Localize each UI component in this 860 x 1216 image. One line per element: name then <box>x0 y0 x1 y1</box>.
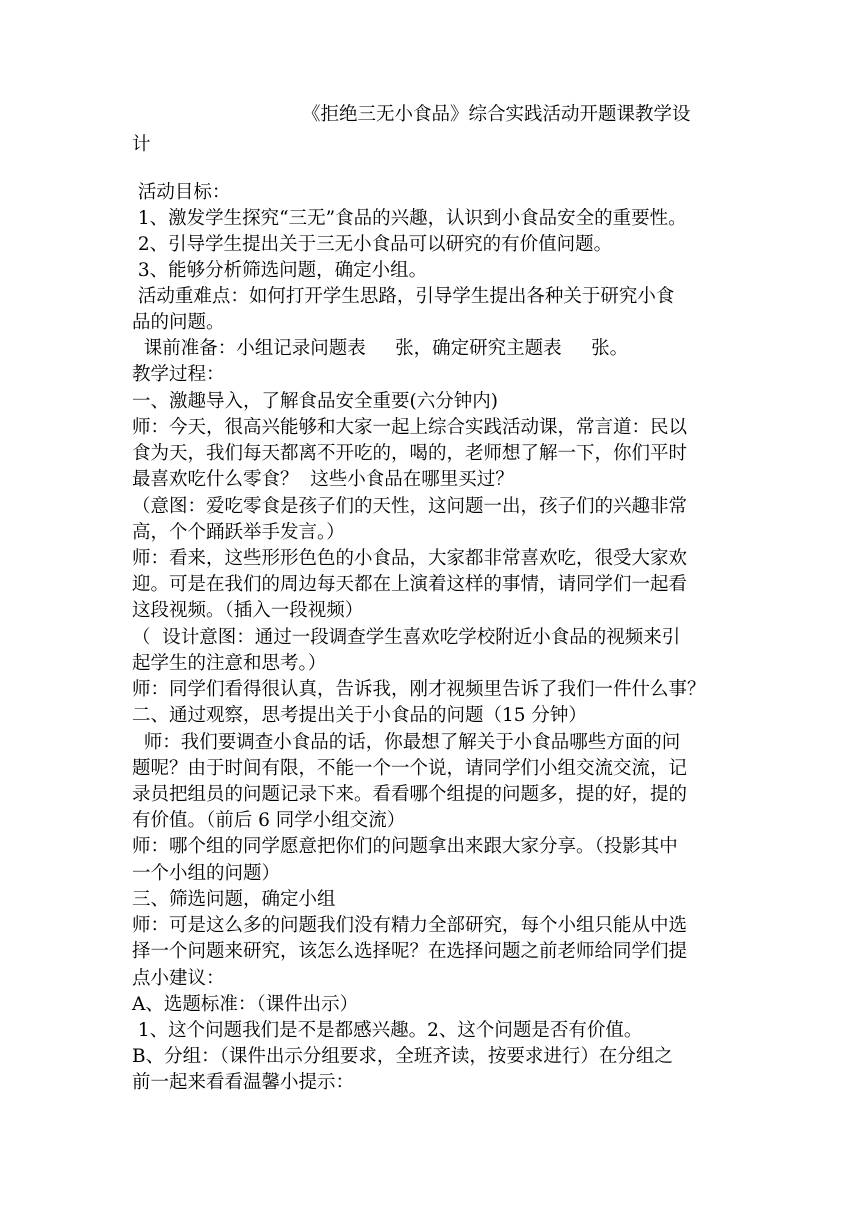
paragraph-line: 有价值。（前后 6 同学小组交流） <box>132 810 406 831</box>
paragraph-line: 录员把组员的问题记录下来。看看哪个组提的问题多，提的好，提的 <box>132 784 688 805</box>
paragraph-line: 点小建议： <box>132 968 225 989</box>
document-title-continued: 计 <box>132 134 151 155</box>
section-heading: 一、激趣导入，了解食品安全重要(六分钟内) <box>132 391 498 412</box>
objective-item: 2、引导学生提出关于三无小食品可以研究的有价值问题。 <box>132 234 613 255</box>
subsection-heading: A、选题标准：（课件出示） <box>132 994 359 1015</box>
objective-item: 1、激发学生探究“三无”食品的兴趣，认识到小食品安全的重要性。 <box>132 208 687 229</box>
paragraph-line: （意图：爱吃零食是孩子们的天性，这问题一出，孩子们的兴趣非常 <box>132 496 688 517</box>
subsection-heading: B、分组：（课件出示分组要求，全班齐读，按要求进行）在分组之 <box>132 1046 673 1067</box>
paragraph-line: 师：今天，很高兴能够和大家一起上综合实践活动课，常言道：民以 <box>132 417 688 438</box>
process-heading: 教学过程： <box>132 364 225 385</box>
paragraph-line: 高，个个踊跃举手发言。） <box>132 522 345 543</box>
paragraph-line: 择一个问题来研究，该怎么选择呢？在选择问题之前老师给同学们提 <box>132 941 688 962</box>
paragraph-line: 最喜欢吃什么零食？ 这些小食品在哪里买过？ <box>132 469 514 490</box>
paragraph-line: 迎。可是在我们的周边每天都在上演着这样的事情，请同学们一起看 <box>132 574 688 595</box>
preparation-text: 课前准备：小组记录问题表 张，确定研究主题表 张。 <box>132 338 629 359</box>
paragraph-line: 食为天，我们每天都离不开吃的，喝的，老师想了解一下，你们平时 <box>132 443 688 464</box>
paragraph-line: 1、这个问题我们是不是都感兴趣。2、这个问题是否有价值。 <box>132 1020 643 1041</box>
section-heading: 三、筛选问题，确定小组 <box>132 889 336 910</box>
objectives-heading: 活动目标： <box>132 182 231 203</box>
paragraph-line: 师：可是这么多的问题我们没有精力全部研究，每个小组只能从中选 <box>132 915 688 936</box>
paragraph-line: 一个小组的问题） <box>132 863 281 884</box>
paragraph-line: 师：同学们看得很认真，告诉我，刚才视频里告诉了我们一件什么事？ <box>132 679 706 700</box>
paragraph-line: 师：我们要调查小食品的话，你最想了解关于小食品哪些方面的问 <box>132 732 681 753</box>
paragraph-line: 题呢？由于时间有限，不能一个一个说，请同学们小组交流交流，记 <box>132 758 688 779</box>
paragraph-line: 师：看来，这些形形色色的小食品，大家都非常喜欢吃，很受大家欢 <box>132 548 688 569</box>
paragraph-line: 起学生的注意和思考。） <box>132 653 327 674</box>
paragraph-line: 前一起来看看温馨小提示： <box>132 1072 355 1093</box>
section-heading: 二、通过观察，思考提出关于小食品的问题（15 分钟） <box>132 705 587 726</box>
paragraph-line: （ 设计意图：通过一段调查学生喜欢吃学校附近小食品的视频来引 <box>132 627 681 648</box>
document-title: 《拒绝三无小食品》综合实践活动开题课教学设 <box>302 104 691 125</box>
difficulty-text: 活动重难点：如何打开学生思路，引导学生提出各种关于研究小食 <box>132 286 675 307</box>
paragraph-line: 这段视频。（插入一段视频） <box>132 600 364 621</box>
paragraph-line: 师：哪个组的同学愿意把你们的问题拿出来跟大家分享。（投影其中 <box>132 836 678 857</box>
objective-item: 3、能够分析筛选问题，确定小组。 <box>132 260 428 281</box>
difficulty-text: 品的问题。 <box>132 312 225 333</box>
